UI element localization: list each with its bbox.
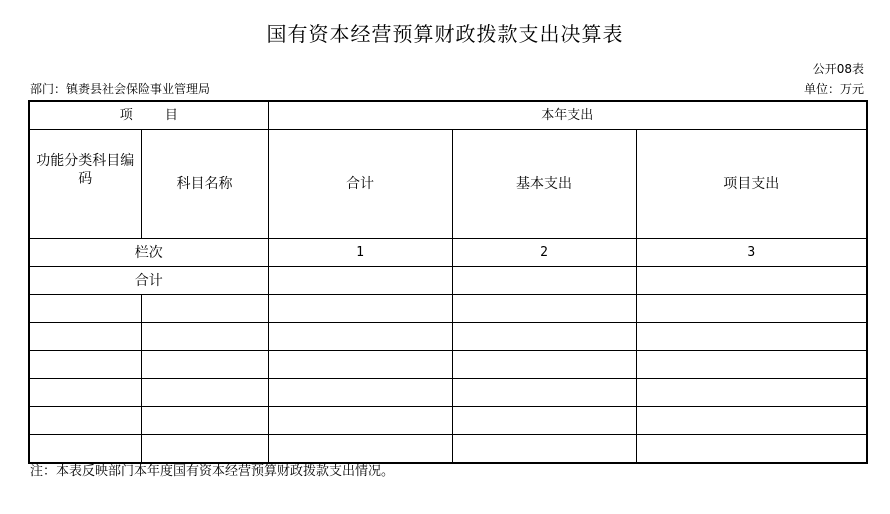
- table-cell: [141, 407, 268, 435]
- table-cell: [29, 295, 141, 323]
- table-cell: [268, 379, 452, 407]
- table-cell: [141, 351, 268, 379]
- table-cell: [636, 323, 867, 351]
- page-title: 国有资本经营预算财政拨款支出决算表: [266, 22, 624, 46]
- column-number-3: 3: [636, 239, 867, 267]
- expenditure-table: [28, 100, 868, 464]
- total-row: [29, 267, 867, 295]
- table-cell: [452, 435, 636, 464]
- table-cell: [141, 323, 268, 351]
- table-cell: [29, 323, 141, 351]
- table-cell: [268, 323, 452, 351]
- table-cell: [268, 351, 452, 379]
- table-cell: [29, 379, 141, 407]
- table-cell: [268, 435, 452, 464]
- header-item: 项 目: [119, 107, 192, 123]
- table-cell: [452, 323, 636, 351]
- table-cell: [452, 351, 636, 379]
- form-code: 公开08表: [812, 62, 864, 76]
- table-cell: [29, 435, 141, 464]
- unit-label: 单位：万元: [803, 82, 864, 96]
- header-code: 功能分类科目编码: [29, 130, 141, 239]
- header-name: 科目名称: [141, 130, 268, 239]
- table-cell: [636, 379, 867, 407]
- header-basic: 基本支出: [452, 130, 636, 239]
- department-label: 部门：镇赉县社会保险事业管理局: [30, 82, 211, 96]
- header-row-2: [29, 130, 867, 239]
- table-row: [29, 435, 867, 464]
- table-row: [29, 407, 867, 435]
- table-cell: [141, 295, 268, 323]
- table-cell: [636, 407, 867, 435]
- table-cell: [141, 379, 268, 407]
- header-total: 合计: [268, 130, 452, 239]
- table-cell: [29, 351, 141, 379]
- table-row: [29, 379, 867, 407]
- column-number-label: 栏次: [29, 239, 268, 267]
- table-cell: [141, 435, 268, 464]
- table-cell: [268, 407, 452, 435]
- total-label: 合计: [29, 267, 268, 295]
- header-current-year: 本年支出: [268, 101, 867, 130]
- column-number-row: [29, 239, 867, 267]
- table-cell: [452, 295, 636, 323]
- header-item-cell: [29, 101, 268, 130]
- column-number-1: 1: [268, 239, 452, 267]
- total-project: [636, 267, 867, 295]
- table-cell: [452, 379, 636, 407]
- table-row: [29, 351, 867, 379]
- header-row-1: [29, 101, 867, 130]
- table-cell: [268, 295, 452, 323]
- table-cell: [636, 435, 867, 464]
- table-cell: [636, 295, 867, 323]
- table-row: [29, 295, 867, 323]
- total-value: [268, 267, 452, 295]
- header-project: 项目支出: [636, 130, 867, 239]
- total-basic: [452, 267, 636, 295]
- table-cell: [29, 407, 141, 435]
- footnote: 注：本表反映部门本年度国有资本经营预算财政拨款支出情况。: [30, 464, 395, 479]
- table-cell: [452, 407, 636, 435]
- column-number-2: 2: [452, 239, 636, 267]
- table-cell: [636, 351, 867, 379]
- table-row: [29, 323, 867, 351]
